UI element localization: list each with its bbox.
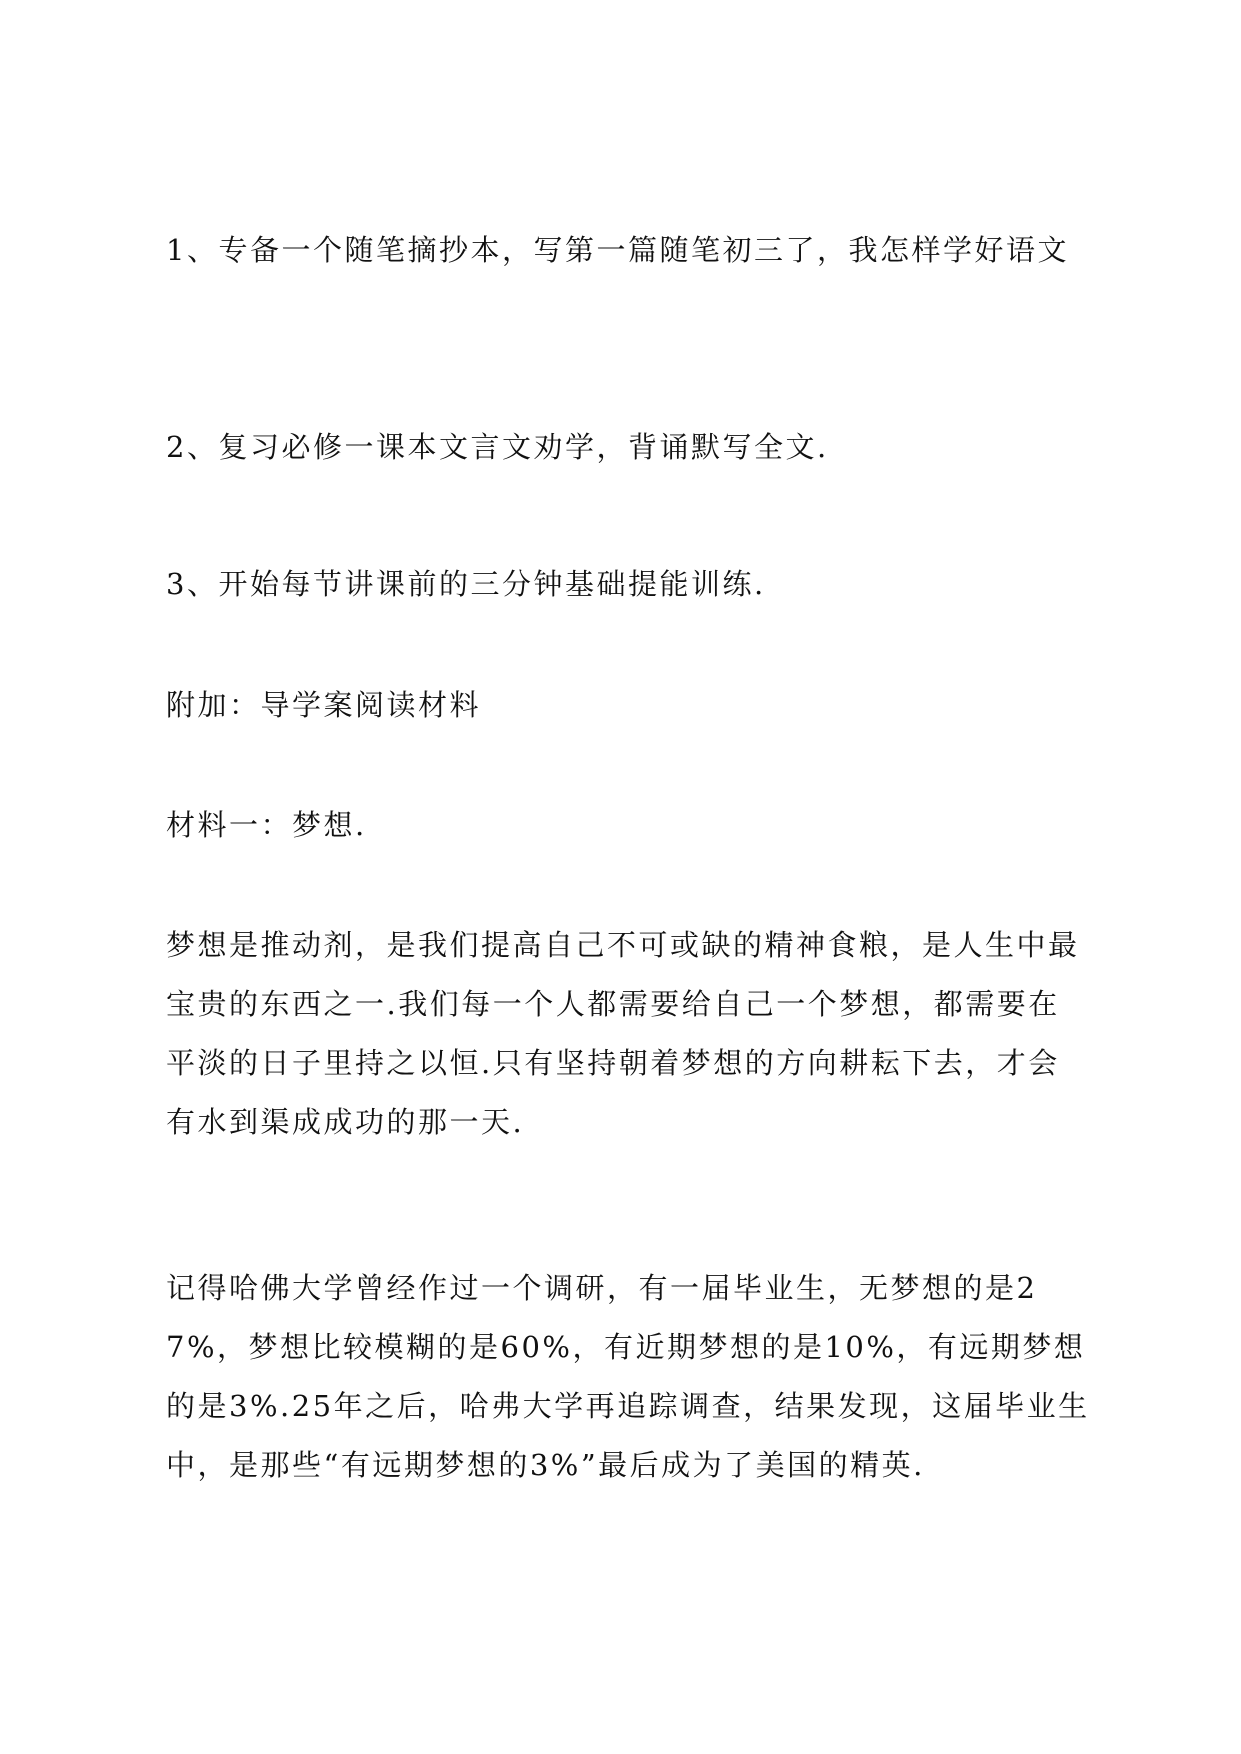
material-heading: 材料一：梦想. xyxy=(166,808,367,842)
task-item-2: 2、复习必修一课本文言文劝学，背诵默写全文. xyxy=(166,430,829,464)
body-paragraph-harvard: 记得哈佛大学曾经作过一个调研，有一届毕业生，无梦想的是27%，梦想比较模糊的是60%，有近期梦想的是10%，有远期梦想的是3%.25年之后，哈弗大学再追踪调查，结果发现，这届毕业生中，是那些“有远期梦想的3%”最后成为了美国的精英. xyxy=(166,1271,1090,1482)
task-item-1: 1、专备一个随笔摘抄本，写第一篇随笔初三了，我怎样学好语文 xyxy=(166,233,1069,267)
appendix-heading: 附加：导学案阅读材料 xyxy=(166,688,482,722)
task-item-3: 3、开始每节讲课前的三分钟基础提能训练. xyxy=(166,567,766,601)
body-paragraph-dream: 梦想是推动剂，是我们提高自己不可或缺的精神食粮，是人生中最宝贵的东西之一.我们每一个人都需要给自己一个梦想，都需要在平淡的日子里持之以恒.只有坚持朝着梦想的方向耕耘下去，才会有水到渠成成功的那一天. xyxy=(166,928,1080,1139)
